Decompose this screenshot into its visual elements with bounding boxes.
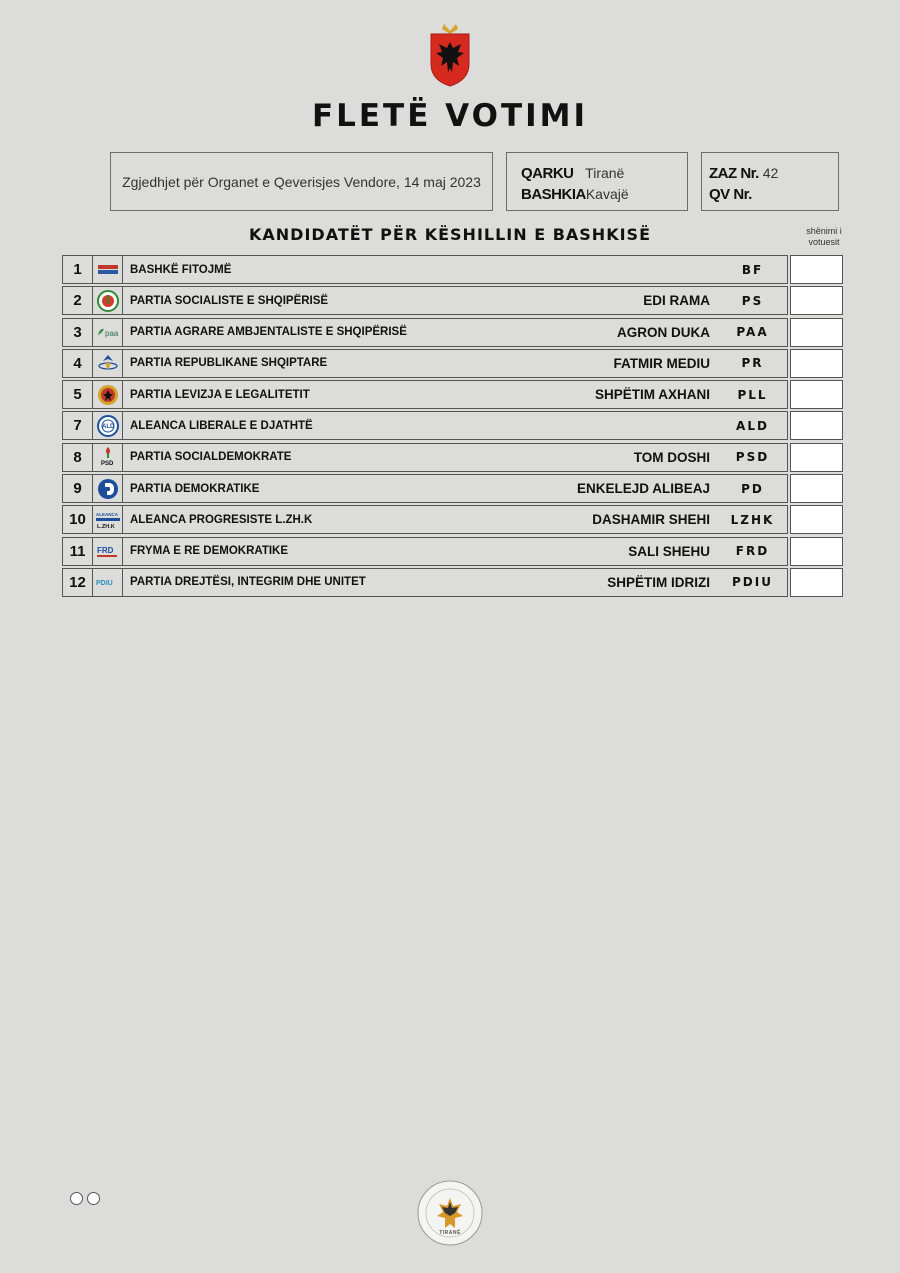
svg-text:PSD: PSD <box>100 461 113 468</box>
svg-text:PDIU: PDIU <box>95 580 113 588</box>
candidate-row-info <box>62 286 788 315</box>
candidate-name: AGRON DUKA <box>617 324 710 340</box>
party-name: ALEANCA PROGRESISTE L.ZH.K <box>130 513 313 526</box>
psd-logo-icon <box>93 444 123 471</box>
bashkia-label: BASHKIA <box>521 186 586 203</box>
svg-text:paa: paa <box>104 329 118 339</box>
vote-mark-box[interactable] <box>790 505 843 534</box>
candidate-name: TOM DOSHI <box>633 449 710 465</box>
candidate-name: DASHAMIR SHEHI <box>592 512 710 528</box>
candidate-row <box>62 286 844 315</box>
party-abbreviation: PLL <box>737 387 768 402</box>
party-abbreviation: PDIU <box>732 575 773 590</box>
candidate-row-info <box>62 568 788 597</box>
candidate-row <box>62 474 844 503</box>
row-number: 1 <box>63 256 93 283</box>
indicator-dot <box>87 1192 100 1205</box>
party-name: PARTIA REPUBLIKANE SHQIPTARE <box>130 357 328 370</box>
party-name: PARTIA DREJTËSI, INTEGRIM DHE UNITET <box>130 576 366 589</box>
candidate-row <box>62 505 844 534</box>
party-name: ALEANCA LIBERALE E DJATHTË <box>130 419 313 432</box>
vote-mark-box[interactable] <box>790 255 843 284</box>
party-name: PARTIA SOCIALISTE E SHQIPËRISË <box>130 294 329 307</box>
candidate-row <box>62 568 844 597</box>
party-abbreviation: PR <box>741 356 764 371</box>
albanian-emblem-icon <box>428 22 472 88</box>
row-number: 8 <box>63 444 93 471</box>
indicator-dot <box>70 1192 83 1205</box>
candidate-name: SHPËTIM AXHANI <box>594 387 710 403</box>
frd-logo-icon <box>93 538 123 565</box>
party-abbreviation: PD <box>741 481 764 496</box>
candidate-row <box>62 411 844 440</box>
vote-mark-box[interactable] <box>790 380 843 409</box>
row-number: 7 <box>63 412 93 439</box>
lzhk-logo-icon <box>93 506 123 533</box>
pll-logo-icon <box>93 381 123 408</box>
row-number: 2 <box>63 287 93 314</box>
row-number: 9 <box>63 475 93 502</box>
qarku-label: QARKU <box>521 165 574 182</box>
row-number: 11 <box>63 538 93 565</box>
vote-mark-box[interactable] <box>790 474 843 503</box>
paa-logo-icon <box>93 319 123 346</box>
candidate-row <box>62 318 844 347</box>
page-indicator <box>70 1192 100 1205</box>
party-abbreviation: FRD <box>735 544 770 559</box>
qarku-value: Tiranë <box>585 165 625 181</box>
svg-text:FRD: FRD <box>96 546 113 556</box>
elections-info-box <box>110 152 493 211</box>
candidate-list <box>62 255 844 599</box>
region-info-box <box>506 152 688 211</box>
candidate-row-info <box>62 349 788 378</box>
vote-mark-box[interactable] <box>790 286 843 315</box>
party-abbreviation: BF <box>741 262 764 277</box>
row-number: 4 <box>63 350 93 377</box>
row-number: 3 <box>63 319 93 346</box>
candidate-name: ENKELEJD ALIBEAJ <box>576 481 710 497</box>
candidate-name: SALI SHEHU <box>628 543 710 559</box>
party-abbreviation: ALD <box>736 418 769 433</box>
candidate-row-info <box>62 505 788 534</box>
ps-logo-icon <box>93 287 123 314</box>
candidate-row <box>62 349 844 378</box>
vote-mark-box[interactable] <box>790 349 843 378</box>
zaz-info-box <box>701 152 839 211</box>
row-number: 12 <box>63 569 93 596</box>
candidate-row <box>62 537 844 566</box>
party-name: PARTIA AGRARE AMBJENTALISTE E SHQIPËRISË <box>130 326 407 339</box>
bashkia-value: Kavajë <box>585 186 629 202</box>
zaz-value: 42 <box>762 165 779 181</box>
candidate-row <box>62 255 844 284</box>
candidate-name: EDI RAMA <box>643 293 710 309</box>
qv-label: QV Nr. <box>709 186 752 203</box>
party-name: FRYMA E RE DEMOKRATIKE <box>130 545 289 558</box>
candidate-name: SHPËTIM IDRIZI <box>607 574 710 590</box>
pr-logo-icon <box>93 350 123 377</box>
candidate-row-info <box>62 411 788 440</box>
elections-name: Zgjedhjet për Organet e Qeverisjes Vendore, 14 maj 2023 <box>122 173 481 190</box>
ballot-title: FLETË VOTIMI <box>311 98 589 134</box>
candidate-name <box>550 412 710 439</box>
vote-mark-box[interactable] <box>790 537 843 566</box>
party-name: PARTIA DEMOKRATIKE <box>130 482 260 495</box>
candidate-row-info <box>62 474 788 503</box>
kqz-seal-icon <box>417 1180 483 1246</box>
candidate-name: FATMIR MEDIU <box>613 355 710 371</box>
candidate-row <box>62 380 844 409</box>
voter-mark-header: shënimi i votuesit <box>806 226 842 247</box>
candidate-row-info <box>62 318 788 347</box>
candidate-row-info <box>62 443 788 472</box>
bf-logo-icon <box>93 256 123 283</box>
zaz-label: ZAZ Nr. <box>709 165 759 182</box>
row-number: 5 <box>63 381 93 408</box>
section-title: KANDIDATËT PËR KËSHILLIN E BASHKISË <box>249 225 651 244</box>
candidate-row-info <box>62 537 788 566</box>
svg-text:ALEANCA: ALEANCA <box>95 511 118 517</box>
candidate-row <box>62 443 844 472</box>
pd-logo-icon <box>93 475 123 502</box>
party-abbreviation: PSD <box>735 450 770 465</box>
vote-mark-box[interactable] <box>790 568 843 597</box>
candidate-row-info <box>62 380 788 409</box>
row-number: 10 <box>63 506 93 533</box>
svg-text:L.ZH.K: L.ZH.K <box>96 523 115 530</box>
ald-logo-icon <box>93 412 123 439</box>
pdiu-logo-icon <box>93 569 123 596</box>
svg-text:ALD: ALD <box>101 423 114 430</box>
vote-mark-box[interactable] <box>790 318 843 347</box>
party-abbreviation: PAA <box>736 325 769 340</box>
vote-mark-box[interactable] <box>790 411 843 440</box>
vote-mark-box[interactable] <box>790 443 843 472</box>
party-name: BASHKË FITOJMË <box>130 263 232 276</box>
party-name: PARTIA SOCIALDEMOKRATE <box>130 451 292 464</box>
party-abbreviation: LZHK <box>730 512 775 527</box>
candidate-row-info <box>62 255 788 284</box>
party-abbreviation: PS <box>741 293 764 308</box>
party-name: PARTIA LEVIZJA E LEGALITETIT <box>130 388 310 401</box>
candidate-name <box>550 256 710 283</box>
seal-text: TIRANË <box>439 1230 461 1236</box>
